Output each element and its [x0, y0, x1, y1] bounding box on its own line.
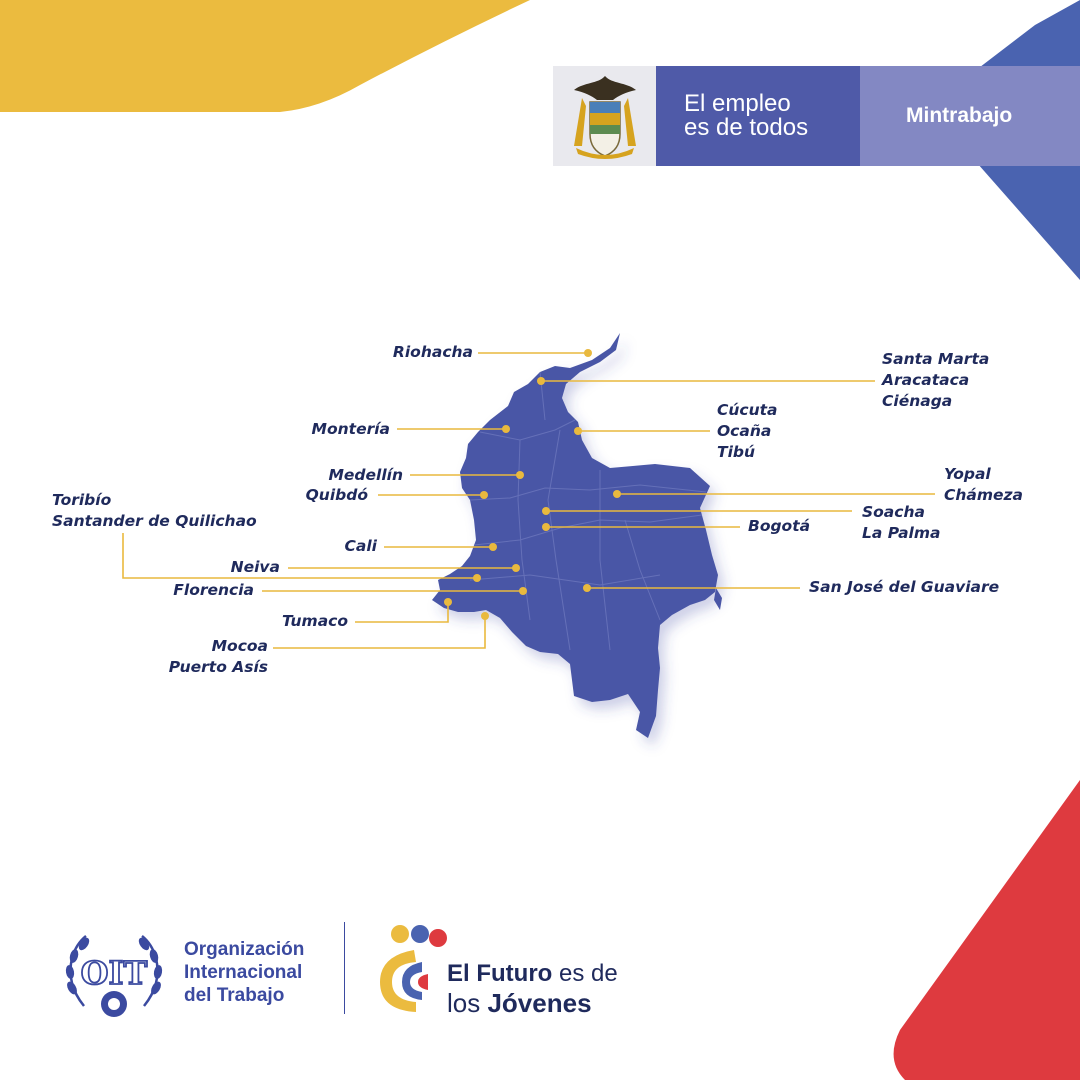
label-cali: Cali — [344, 537, 377, 555]
label-santander-quilichao: Santander de Quilichao — [52, 512, 257, 530]
label-cienaga: Ciénaga — [882, 392, 953, 410]
oit-name-line1: Organización — [184, 939, 305, 960]
label-florencia: Florencia — [173, 581, 254, 599]
label-neiva: Neiva — [230, 558, 280, 576]
futuro-part4: Jóvenes — [487, 988, 592, 1018]
label-yopal: Yopal — [944, 465, 991, 483]
oit-wreath-gear-logo — [62, 928, 166, 1020]
label-medellin: Medellín — [328, 466, 403, 484]
oit-logo-letters: OIT — [80, 954, 148, 992]
label-aracataca: Aracataca — [882, 371, 970, 389]
label-tibu: Tibú — [717, 443, 756, 461]
marker-santa-marta — [537, 377, 545, 385]
label-cucuta: Cúcuta — [717, 401, 778, 419]
label-soacha: Soacha — [862, 503, 925, 521]
label-cucuta-group — [717, 400, 778, 463]
marker-neiva — [512, 564, 520, 572]
marker-florencia — [519, 587, 527, 595]
label-toribio: Toribío — [52, 491, 112, 509]
label-bogota: Bogotá — [748, 517, 811, 535]
marker-bogota — [542, 523, 550, 531]
label-quibdo: Quibdó — [305, 486, 368, 504]
futuro-part3: los — [447, 988, 488, 1018]
marker-medellin — [516, 471, 524, 479]
marker-cucuta — [574, 427, 582, 435]
oit-name-line2: Internacional — [184, 962, 303, 983]
footer-divider — [344, 922, 345, 1014]
label-chameza: Chámeza — [944, 486, 1024, 504]
marker-cali — [489, 543, 497, 551]
slogan-line2: es de todos — [684, 114, 809, 141]
ministry-name: Mintrabajo — [906, 104, 1013, 127]
label-riohacha: Riohacha — [392, 343, 473, 361]
slogan-line1: El empleo — [684, 90, 791, 117]
marker-monteria — [502, 425, 510, 433]
label-mocoa-group — [140, 636, 268, 678]
label-santa-marta: Santa Marta — [882, 350, 990, 368]
label-yopal-group — [944, 464, 1023, 506]
marker-mocoa — [481, 612, 489, 620]
marker-san-jose — [583, 584, 591, 592]
label-monteria: Montería — [311, 420, 390, 438]
marker-riohacha — [584, 349, 592, 357]
marker-quibdo — [480, 491, 488, 499]
marker-soacha — [542, 507, 550, 515]
marker-yopal — [613, 490, 621, 498]
island-san-andres — [714, 588, 722, 610]
label-toribio-group — [52, 490, 257, 532]
futuro-part1: El Futuro — [447, 960, 553, 987]
label-santa-marta-group — [882, 349, 989, 412]
label-san-jose: San José del Guaviare — [809, 578, 1000, 596]
label-puerto-asis: Puerto Asís — [168, 658, 268, 676]
oit-name — [184, 938, 304, 1007]
label-la-palma: La Palma — [862, 524, 941, 542]
marker-tumaco — [444, 598, 452, 606]
futuro-line2 — [447, 988, 592, 1019]
label-mocoa: Mocoa — [211, 637, 268, 655]
country-shape — [432, 333, 718, 738]
oit-name-line3: del Trabajo — [184, 985, 285, 1006]
label-ocana: Ocaña — [717, 422, 772, 440]
marker-toribio — [473, 574, 481, 582]
label-soacha-group — [862, 502, 940, 544]
label-tumaco: Tumaco — [281, 612, 348, 630]
futuro-line1 — [447, 960, 618, 988]
futuro-part2: es de — [552, 960, 618, 987]
